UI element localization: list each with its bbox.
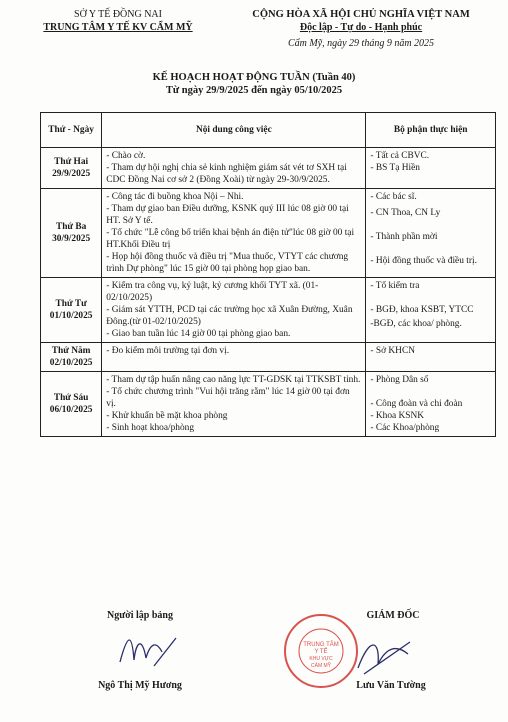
dept-cell (366, 372, 496, 437)
day-cell (41, 189, 102, 278)
preparer-signature (110, 622, 190, 677)
preparer-title: Người lập bảng (106, 610, 173, 621)
header-day: Thứ - Ngày (41, 113, 102, 148)
dept-cell (366, 148, 496, 189)
document-subtitle: Từ ngày 29/9/2025 đến ngày 05/10/2025 (165, 85, 343, 96)
document-title: KẾ HOẠCH HOẠT ĐỘNG TUẦN (Tuần 40) (152, 72, 356, 83)
dept-item: - Các bác sĩ. (370, 192, 417, 202)
date: 06/10/2025 (49, 405, 93, 415)
table-row (41, 372, 496, 437)
header-dept: Bộ phận thực hiện (366, 113, 496, 148)
nation-line-2: Độc lập - Tự do - Hạnh phúc (299, 22, 423, 33)
content-item: - Giám sát YTTH, PCD tại các trường học xã Xuân Đường, Xuân Đông.(từ 01-02/10/2025) (106, 305, 353, 327)
date-line: Cẩm Mỹ, ngày 29 tháng 9 năm 2025 (287, 38, 435, 49)
dept-item: - Khoa KSNK (370, 411, 425, 421)
date: 02/10/2025 (49, 358, 93, 368)
preparer-name: Ngô Thị Mỹ Hương (98, 680, 182, 691)
content-item: - Tổ chức chương trình "Vui hội trăng rằm" lúc 14 giờ 00 tại đơn vị. (106, 387, 350, 409)
day-cell (41, 278, 102, 343)
svg-text:Y TẾ: Y TẾ (314, 649, 328, 655)
dept-item: - Thành phần mời (370, 232, 438, 242)
dept-item: - CN Thoa, CN Ly (370, 208, 441, 218)
content-item: - Họp hội đồng thuốc và điều trị "Mua thuốc, VTYT các chương trình Dự phòng" lúc 15 giờ 00 tại phòng họp giao ban. (106, 252, 349, 274)
content-cell (102, 148, 366, 189)
official-seal (282, 612, 360, 690)
org-line-1: SỞ Y TẾ ĐỒNG NAI (74, 9, 162, 20)
weekday: Thứ Ba (55, 222, 87, 232)
org-line-2: TRUNG TÂM Y TẾ KV CẨM MỸ (43, 22, 193, 33)
director-signature (350, 630, 420, 680)
director-name: Lưu Văn Tường (356, 680, 426, 691)
dept-cell (366, 278, 496, 343)
weekday: Thứ Hai (54, 157, 89, 167)
dept-item: - Hội đồng thuốc và điều trị. (370, 256, 477, 266)
dept-item: - Tất cả CBVC. (370, 151, 430, 161)
nation-line-1: CỘNG HÒA XÃ HỘI CHỦ NGHĨA VIỆT NAM (252, 9, 470, 20)
svg-text:TRUNG TÂM: TRUNG TÂM (303, 642, 339, 648)
national-header (222, 8, 500, 50)
date: 01/10/2025 (49, 311, 93, 321)
content-item: - Tham dự giao ban Điều dưỡng, KSNK quý III lúc 08 giờ 00 tại HT. Sở Y tế. (106, 204, 349, 226)
day-cell (41, 148, 102, 189)
dept-item: - Công đoàn và chi đoàn (370, 399, 463, 409)
weekday: Thứ Năm (51, 346, 91, 356)
content-cell (102, 372, 366, 437)
header-content: Nội dung công việc (102, 113, 366, 148)
content-item: - Khử khuẩn bề mặt khoa phòng (106, 411, 228, 421)
dept-item: -BGĐ, các khoa/ phòng. (370, 319, 462, 329)
dept-item: - Các Khoa/phòng (370, 423, 440, 433)
dept-item: - Tổ kiểm tra (370, 281, 420, 291)
content-item: - Giao ban tuần lúc 14 giờ 00 tại phòng giao ban. (106, 329, 291, 339)
weekday: Thứ Tư (55, 299, 87, 309)
table-header-row (41, 113, 496, 148)
content-cell (102, 189, 366, 278)
content-cell (102, 343, 366, 372)
table-row (41, 148, 496, 189)
dept-cell (366, 343, 496, 372)
schedule-table (40, 112, 496, 437)
content-item: - Sinh hoạt khoa/phòng (106, 423, 195, 433)
table-row (41, 189, 496, 278)
content-item: - Kiểm tra công vụ, kỷ luật, kỷ cương khối TYT xã. (01-02/10/2025) (106, 281, 319, 303)
dept-item: - Phòng Dân số (370, 375, 429, 385)
content-item: - Đo kiểm môi trường tại đơn vị. (106, 346, 230, 356)
day-cell (41, 372, 102, 437)
day-cell (41, 343, 102, 372)
dept-cell (366, 189, 496, 278)
svg-text:KHU VỰC: KHU VỰC (309, 656, 333, 662)
content-item: - Tổ chức "Lễ công bố triển khai bệnh án điện tử"lúc 08 giờ 00 tại HT.Khối Điều trị (106, 228, 355, 250)
table-row (41, 278, 496, 343)
dept-item: - BGĐ, khoa KSBT, YTCC (370, 305, 474, 315)
content-item: - Công tác đi buồng khoa Nội – Nhi. (106, 192, 244, 202)
director-title: GIÁM ĐỐC (366, 610, 420, 621)
svg-text:CẨM MỸ: CẨM MỸ (311, 663, 331, 669)
date: 30/9/2025 (52, 234, 91, 244)
issuing-organization (28, 8, 208, 34)
content-item: - Tham dự hội nghị chia sẻ kinh nghiệm giám sát vét tơ SXH tại CDC Đồng Nai cơ sở 2 (Đồng Xoài) từ ngày 29-30/9/2025. (106, 163, 347, 185)
content-item: - Tham dự tập huấn nâng cao năng lực TT-GDSK tại TTKSBT tỉnh. (106, 375, 361, 385)
weekday: Thứ Sáu (53, 393, 89, 403)
dept-item: - Sở KHCN (370, 346, 415, 356)
table-row (41, 343, 496, 372)
content-cell (102, 278, 366, 343)
date: 29/9/2025 (52, 169, 91, 179)
dept-item: - BS Tạ Hiền (370, 163, 420, 173)
content-item: - Chào cờ. (106, 151, 146, 161)
